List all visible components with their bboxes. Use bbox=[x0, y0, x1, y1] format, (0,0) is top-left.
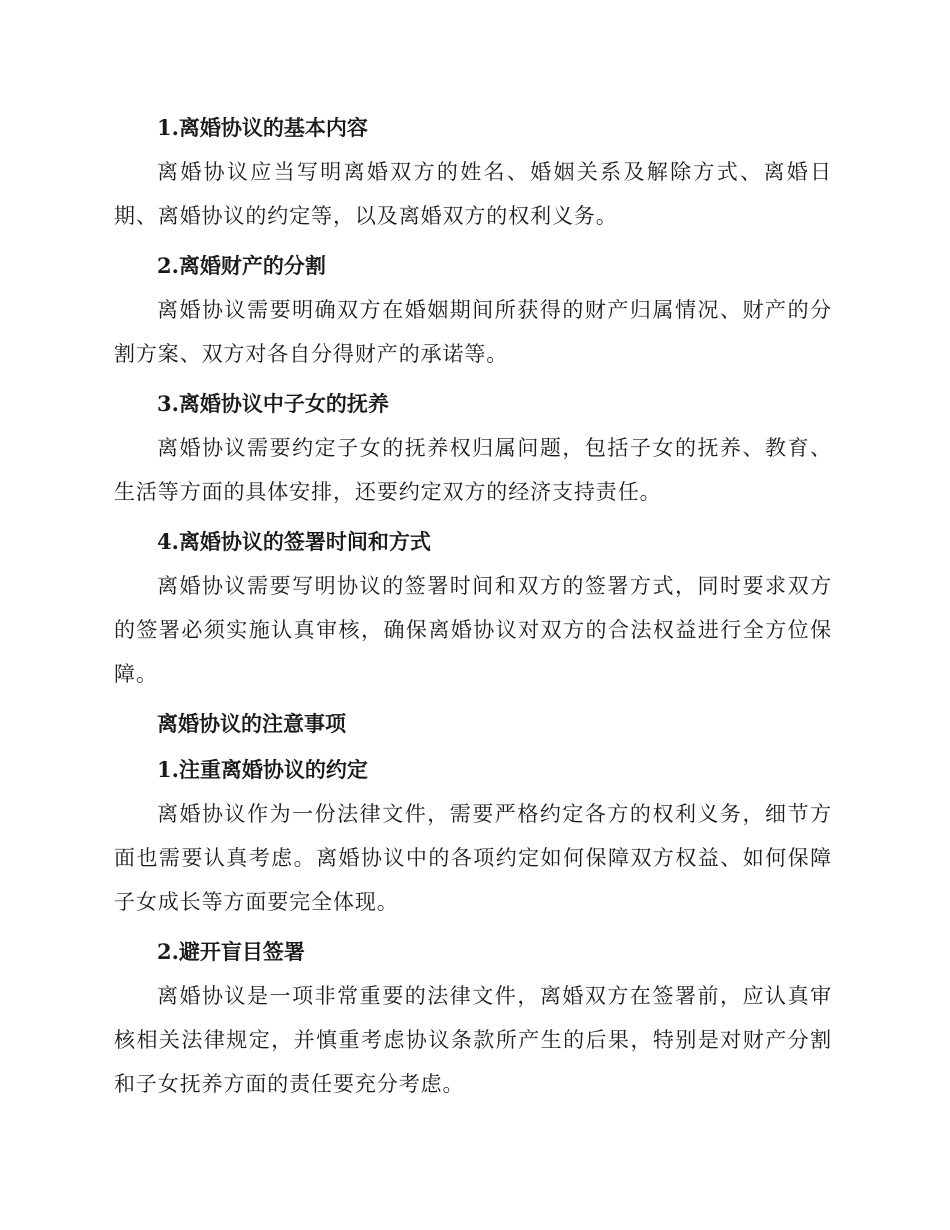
document-body bbox=[114, 106, 832, 1112]
note-heading-avoid-blind-signing: 2.避开盲目签署 bbox=[157, 939, 305, 964]
section-heading-basic-content: 1.离婚协议的基本内容 bbox=[157, 115, 368, 140]
section-body-signing: 离婚协议需要写明协议的签署时间和双方的签署方式，同时要求双方的签署必须实施认真审核，确保离婚协议对双方的合法权益进行全方位保障。 bbox=[114, 574, 832, 686]
note-heading-agreement-terms: 1.注重离婚协议的约定 bbox=[157, 757, 368, 782]
section-heading-child-custody: 3.离婚协议中子女的抚养 bbox=[157, 391, 389, 416]
section-heading-signing: 4.离婚协议的签署时间和方式 bbox=[157, 529, 431, 554]
note-body-agreement-terms: 离婚协议作为一份法律文件，需要严格约定各方的权利义务，细节方面也需要认真考虑。离婚协议中的各项约定如何保障双方权益、如何保障子女成长等方面要完全体现。 bbox=[114, 802, 832, 914]
section-body-basic-content: 离婚协议应当写明离婚双方的姓名、婚姻关系及解除方式、离婚日期、离婚协议的约定等，以及离婚双方的权利义务。 bbox=[114, 160, 832, 228]
section-heading-property-division: 2.离婚财产的分割 bbox=[157, 253, 326, 278]
section-body-property-division: 离婚协议需要明确双方在婚姻期间所获得的财产归属情况、财产的分割方案、双方对各自分得财产的承诺等。 bbox=[114, 298, 832, 366]
section-body-child-custody: 离婚协议需要约定子女的抚养权归属问题，包括子女的抚养、教育、生活等方面的具体安排，还要约定双方的经济支持责任。 bbox=[114, 436, 832, 504]
notes-title: 离婚协议的注意事项 bbox=[157, 711, 346, 736]
note-body-avoid-blind-signing: 离婚协议是一项非常重要的法律文件，离婚双方在签署前，应认真审核相关法律规定，并慎重考虑协议条款所产生的后果，特别是对财产分割和子女抚养方面的责任要充分考虑。 bbox=[114, 984, 832, 1096]
